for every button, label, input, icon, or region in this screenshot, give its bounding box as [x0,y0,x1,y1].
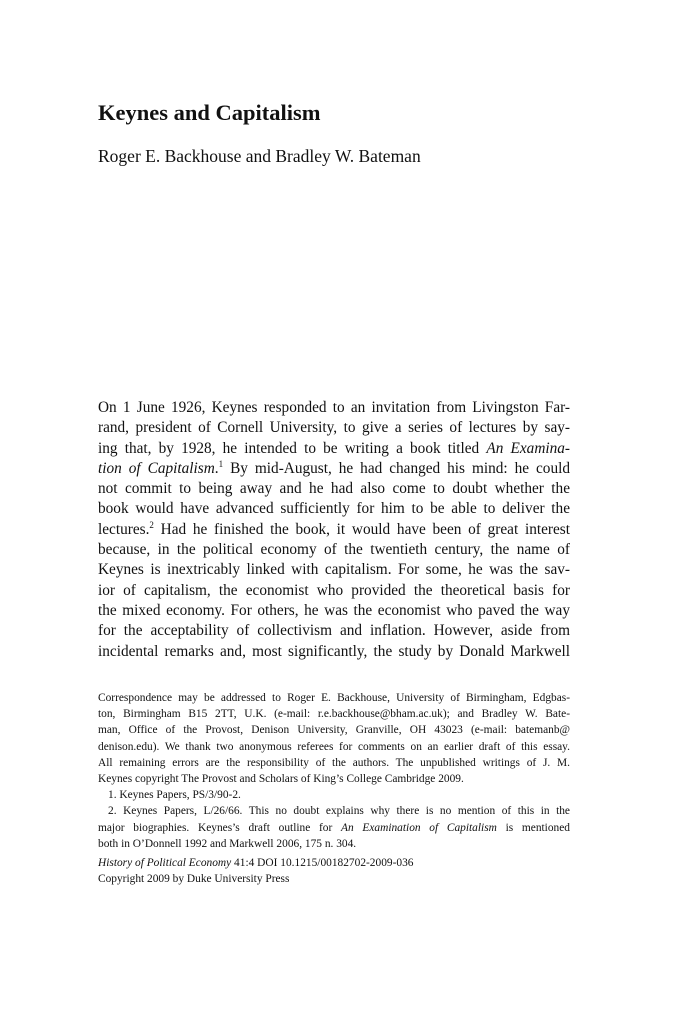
journal-name: History of Political Economy [98,857,232,869]
article-title: Keynes and Capitalism [98,100,321,125]
footnote-2: 2. Keynes Papers, L/26/66. This no doubt explains why there is no mention of this in the [108,805,570,818]
journal-citation [98,855,570,871]
correspondence-line: Correspondence may be addressed to Roger E. Backhouse, University of Birmingham, Edgbas- [98,692,570,704]
footnote-2-line: both in O’Donnell 1992 and Markwell 2006, 175 n. 304. [98,837,357,850]
footnote-2-line [98,820,570,836]
body-line [98,439,570,459]
article-authors: Roger E. Backhouse and Bradley W. Bateman [98,146,421,166]
journal-info [98,855,570,887]
footnote-marker: 1 [218,458,224,469]
body-line: On 1 June 1926, Keynes responded to an invitation from Livingston Far- [98,399,570,416]
journal-issue: 41:4 [234,857,255,869]
body-line: Keynes is inextricably linked with capitalism. For some, he was the sav- [98,561,570,579]
body-text-fragment: lectures. [98,520,150,538]
correspondence-line: denison.edu). We thank two anonymous referees for comments on an earlier draft of this essay. [98,740,570,753]
footnote-marker: 2 [149,519,154,530]
book-title: An Examination of Capitalism [341,821,497,834]
book-title: An Examina- [486,439,571,457]
journal-copyright: Copyright 2009 by Duke University Press [98,873,290,886]
body-text-fragment: Had he finished the book, it would have been of great interest [160,520,570,538]
body-line: rand, president of Cornell University, to give a series of lectures by say- [98,419,570,437]
footnote-text-fragment: major biographies. Keynes’s draft outline for [98,821,333,834]
footnote-1: 1. Keynes Papers, PS/3/90-2. [108,789,241,802]
body-line [98,520,570,540]
body-line: the mixed economy. For others, he was the economist who paved the way [98,601,570,619]
body-line: ior of capitalism, the economist who provided the theoretical basis for [98,581,570,599]
body-paragraph [98,398,570,662]
body-text-fragment: ing that, by 1928, he intended to be writing a book titled [98,439,480,457]
body-line: book would have advanced sufficiently for him to be able to deliver the [98,500,570,518]
body-line: incidental remarks and, most significantly, the study by Donald Markwell [98,642,570,660]
footnote-text-fragment: is mentioned [505,821,570,834]
body-text-fragment: By mid-August, he had changed his mind: he could [230,459,571,477]
correspondence-line: All remaining errors are the responsibility of the authors. The unpublished writings of J. M. [98,756,570,769]
body-line: because, in the political economy of the twentieth century, the name of [98,541,570,559]
book-title: tion of Capitalism [98,459,215,477]
body-line: for the acceptability of collectivism and inflation. However, aside from [98,622,570,640]
correspondence-line: ton, Birmingham B15 2TT, U.K. (e-mail: r.e.backhouse@bham.ac.uk); and Bradley W. Bate- [98,708,570,721]
journal-doi: DOI 10.1215/00182702-2009-036 [257,857,414,869]
correspondence-line: Keynes copyright The Provost and Scholars of King’s College Cambridge 2009. [98,772,464,785]
footnotes [98,690,570,852]
body-line: not commit to being away and he had also come to doubt whether the [98,480,570,498]
body-line: tion of Capitalism.$^1$ By mid-August, he had changed his mind: he could [98,458,571,477]
correspondence-line: man, Office of the Provost, Denison University, Granville, OH 43023 (e-mail: batemanb@ [98,724,570,737]
